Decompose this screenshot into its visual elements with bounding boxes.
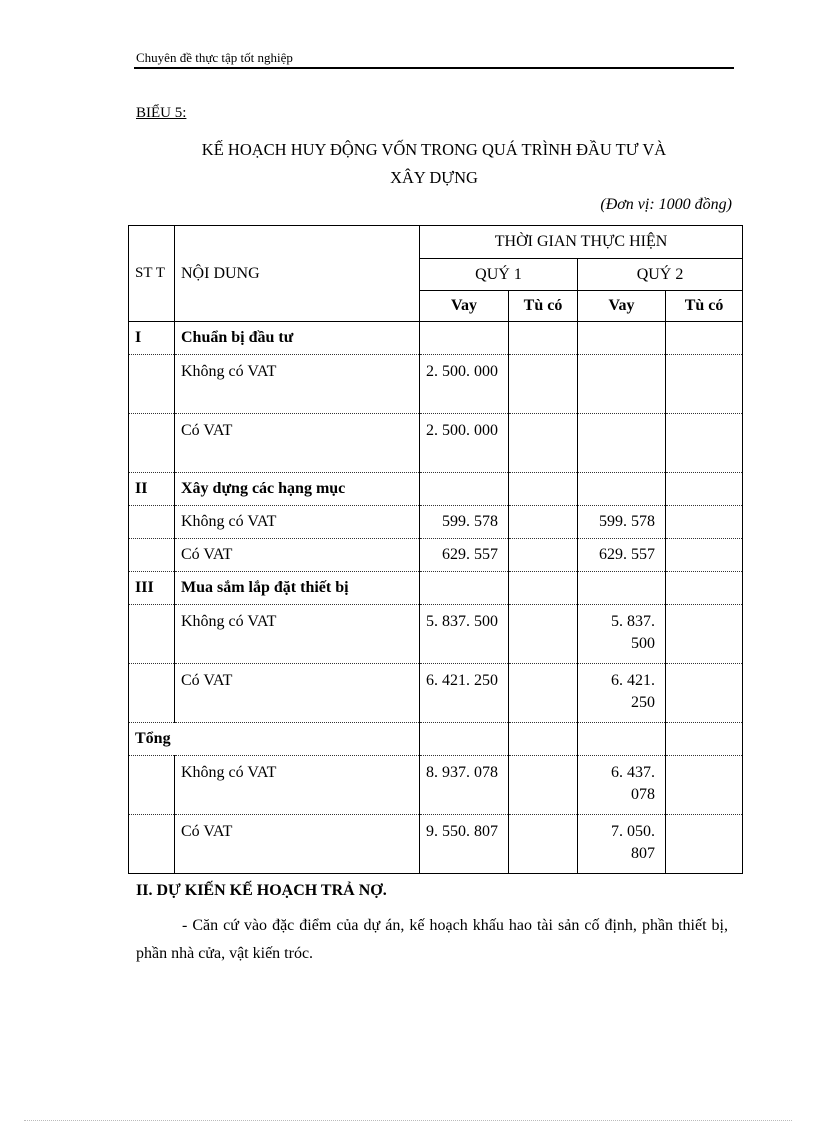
row-q1-vay (420, 572, 509, 605)
row-q2-vay: 629. 557 (578, 539, 666, 572)
row-stt (129, 414, 175, 473)
row-q2-vay (578, 355, 666, 414)
row-q2-tuco (666, 539, 743, 572)
row-q2-tuco (666, 756, 743, 815)
row-q1-tuco (509, 506, 578, 539)
row-stt (129, 605, 175, 664)
row-q1-vay: 629. 557 (420, 539, 509, 572)
page-bottom-rule (24, 1120, 792, 1121)
row-q1-tuco (509, 605, 578, 664)
row-q1-vay (420, 723, 509, 756)
row-q2-tuco (666, 723, 743, 756)
row-q2-vay (578, 572, 666, 605)
row-label: Không có VAT (175, 605, 420, 664)
title-line-1: KẾ HOẠCH HUY ĐỘNG VỐN TRONG QUÁ TRÌNH ĐẦU TƯ VÀ (201, 140, 667, 159)
row-q2-tuco (666, 322, 743, 355)
section-paragraph: - Căn cứ vào đặc điểm của dự án, kế hoạch khấu hao tài sản cố định, phần thiết bị, phần nhà cửa, vật kiến tróc. (136, 917, 728, 962)
row-label: Có VAT (175, 539, 420, 572)
table-title (134, 136, 734, 192)
header-q1-tuco: Tù có (509, 291, 578, 322)
row-stt (129, 539, 175, 572)
row-label: Có VAT (175, 815, 420, 874)
row-q2-tuco (666, 355, 743, 414)
row-q1-tuco (509, 473, 578, 506)
row-q1-vay: 9. 550. 807 (420, 815, 509, 874)
row-q1-tuco (509, 572, 578, 605)
row-q1-tuco (509, 539, 578, 572)
row-q1-vay (420, 473, 509, 506)
capital-plan-table (128, 225, 743, 874)
row-q2-tuco (666, 664, 743, 723)
row-q1-tuco (509, 322, 578, 355)
table-row (129, 414, 743, 473)
row-q1-tuco (509, 815, 578, 874)
row-stt (129, 756, 175, 815)
header-q2-vay: Vay (578, 291, 666, 322)
unit-note: (Đơn vị: 1000 đồng) (600, 196, 732, 213)
row-q1-tuco (509, 355, 578, 414)
table-row (129, 322, 743, 355)
row-q2-tuco (666, 605, 743, 664)
row-q2-tuco (666, 473, 743, 506)
row-q1-tuco (509, 723, 578, 756)
row-stt (129, 815, 175, 874)
header-q1: QUÝ 1 (420, 259, 578, 291)
row-q1-vay: 5. 837. 500 (420, 605, 509, 664)
table-row (129, 539, 743, 572)
header-content: NỘI DUNG (175, 226, 420, 322)
table-row (129, 756, 743, 815)
table-label: BIỂU 5: (136, 105, 187, 121)
page-header: Chuyên đề thực tập tốt nghiệp (136, 50, 293, 65)
row-label: Có VAT (175, 414, 420, 473)
row-q1-vay: 8. 937. 078 (420, 756, 509, 815)
row-label: Mua sắm lắp đặt thiết bị (175, 572, 420, 605)
row-label: Không có VAT (175, 756, 420, 815)
row-q2-vay (578, 322, 666, 355)
header-stt: ST T (129, 226, 175, 322)
header-rule (134, 67, 734, 69)
row-q1-tuco (509, 664, 578, 723)
table-row (129, 815, 743, 874)
row-q2-vay (578, 723, 666, 756)
row-q1-vay: 2. 500. 000 (420, 414, 509, 473)
row-q1-tuco (509, 756, 578, 815)
table-row (129, 664, 743, 723)
row-q1-vay (420, 322, 509, 355)
header-q2: QUÝ 2 (578, 259, 743, 291)
row-label: Không có VAT (175, 506, 420, 539)
row-q2-tuco (666, 815, 743, 874)
row-q2-tuco (666, 506, 743, 539)
row-stt: II (129, 473, 175, 506)
row-q2-vay: 5. 837. 500 (578, 605, 666, 664)
row-q2-vay: 6. 437. 078 (578, 756, 666, 815)
row-label: Xây dựng các hạng mục (175, 473, 420, 506)
row-q2-vay (578, 473, 666, 506)
row-q2-vay: 6. 421. 250 (578, 664, 666, 723)
table-row (129, 723, 743, 756)
section-heading: II. DỰ KIẾN KẾ HOẠCH TRẢ NỢ. (136, 882, 387, 899)
row-stt (129, 506, 175, 539)
row-label: Không có VAT (175, 355, 420, 414)
table-row (129, 605, 743, 664)
row-label: Có VAT (175, 664, 420, 723)
row-q1-vay: 599. 578 (420, 506, 509, 539)
row-q1-tuco (509, 414, 578, 473)
table-row (129, 506, 743, 539)
row-q2-vay (578, 414, 666, 473)
table-row (129, 572, 743, 605)
row-q2-vay: 599. 578 (578, 506, 666, 539)
row-stt (129, 664, 175, 723)
row-stt: I (129, 322, 175, 355)
row-total-label: Tổng (129, 723, 420, 756)
row-stt: III (129, 572, 175, 605)
row-q1-vay: 2. 500. 000 (420, 355, 509, 414)
title-line-2: XÂY DỰNG (390, 168, 478, 187)
table-row (129, 355, 743, 414)
row-q2-tuco (666, 414, 743, 473)
header-q1-vay: Vay (420, 291, 509, 322)
row-q2-tuco (666, 572, 743, 605)
row-stt (129, 355, 175, 414)
header-time: THỜI GIAN THỰC HIỆN (420, 226, 743, 259)
row-q2-vay: 7. 050. 807 (578, 815, 666, 874)
table-row (129, 473, 743, 506)
row-label: Chuẩn bị đầu tư (175, 322, 420, 355)
row-q1-vay: 6. 421. 250 (420, 664, 509, 723)
header-q2-tuco: Tù có (666, 291, 743, 322)
